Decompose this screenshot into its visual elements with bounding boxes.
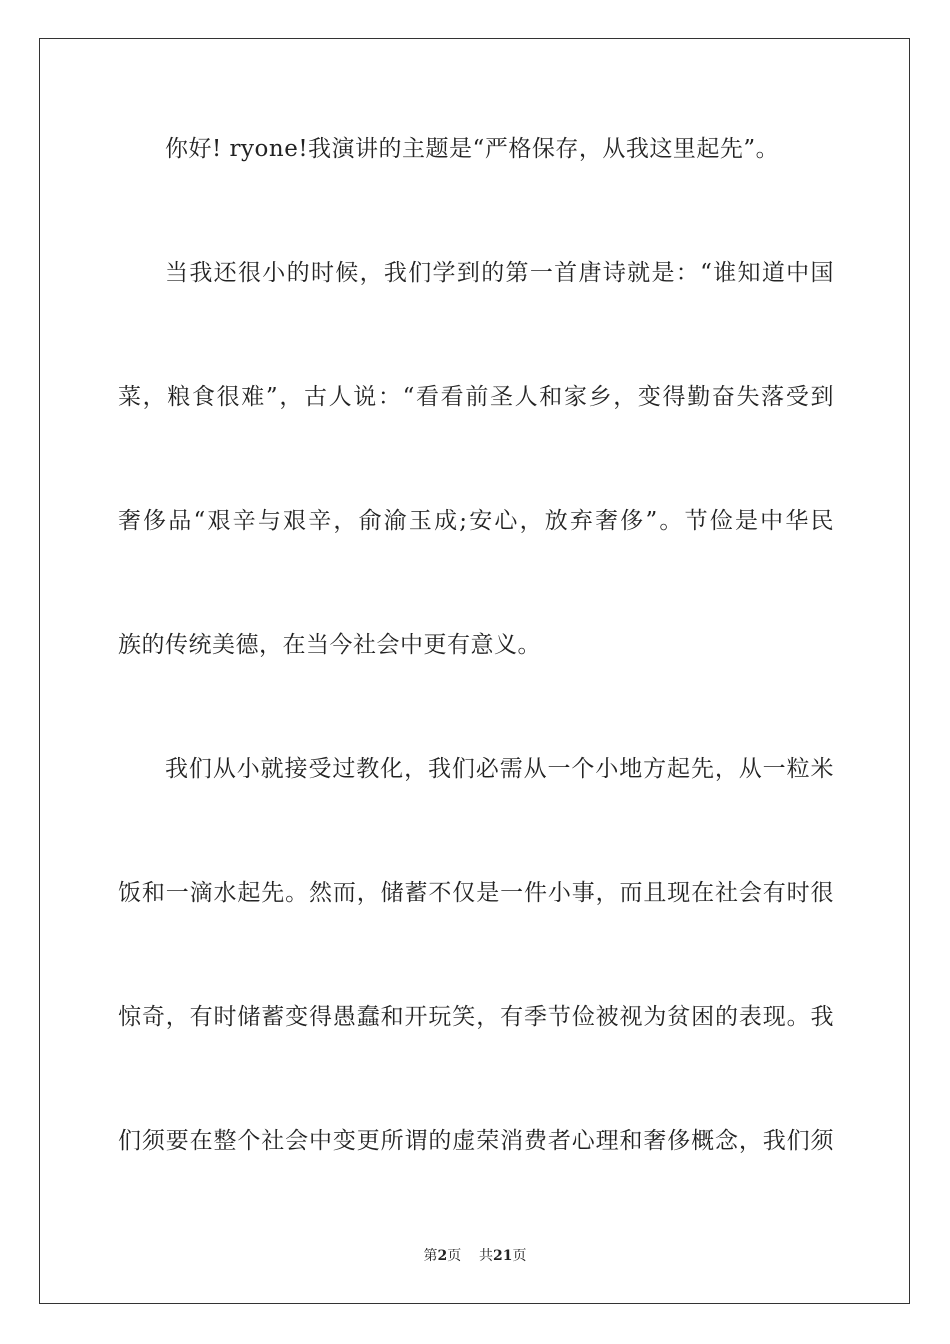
paragraph-line-5: 族的传统美德，在当今社会中更有意义。: [118, 632, 541, 658]
paragraph-line-3: 菜，粮食很难”，古人说：“看看前圣人和家乡，变得勤奋失落受到: [118, 384, 834, 410]
paragraph-line-9: 们须要在整个社会中变更所谓的虚荣消费者心理和奢侈概念，我们须: [118, 1128, 834, 1154]
footer-total-pages: 21: [493, 1248, 513, 1264]
footer-page-prefix: 第: [423, 1248, 438, 1264]
page-footer: [0, 1246, 950, 1266]
paragraph-line-8: 惊奇，有时储蓄变得愚蠢和开玩笑，有季节俭被视为贫困的表现。我: [118, 1004, 834, 1030]
footer-total-suffix: 页: [512, 1248, 527, 1264]
paragraph-line-7: 饭和一滴水起先。然而，储蓄不仅是一件小事，而且现在社会有时很: [118, 880, 834, 906]
footer-page-number: 2: [437, 1248, 448, 1264]
footer-page-suffix: 页: [447, 1248, 462, 1264]
footer-total-prefix: 共: [479, 1248, 494, 1264]
paragraph-line-1: 你好! ryone!我演讲的主题是“严格保存，从我这里起先”。: [165, 136, 780, 162]
paragraph-line-4: 奢侈品“艰辛与艰辛，俞渝玉成;安心，放弃奢侈”。节俭是中华民: [118, 508, 834, 534]
paragraph-line-6: 我们从小就接受过教化，我们必需从一个小地方起先，从一粒米: [165, 756, 834, 782]
page-border: [39, 38, 910, 1304]
paragraph-line-2: 当我还很小的时候，我们学到的第一首唐诗就是：“谁知道中国: [165, 260, 834, 286]
